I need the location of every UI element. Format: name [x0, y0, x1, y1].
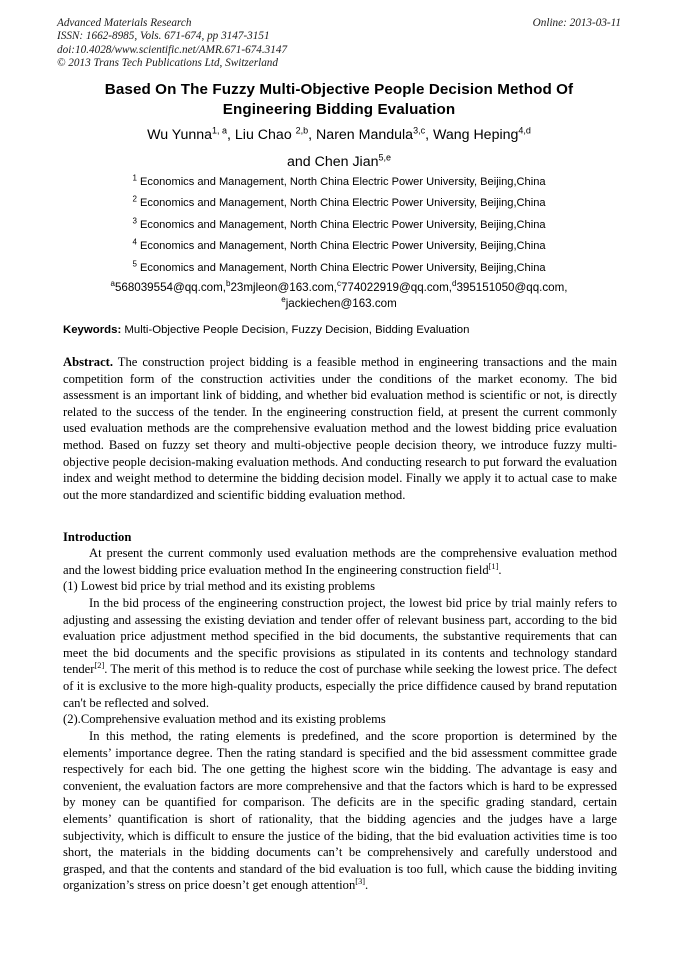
introduction-paragraph-3: [63, 728, 617, 894]
email-line-1: [64, 280, 614, 296]
citation-3: [3]: [355, 877, 366, 887]
title-line-1: Based On The Fuzzy Multi-Objective People Decision Method Of: [104, 81, 574, 98]
affiliation-5-text: Economics and Management, North China Electric Power University, Beijing,China: [140, 261, 546, 274]
journal-header-row-1: [57, 17, 621, 30]
email-a: 568039554@qq.com,: [114, 281, 226, 294]
email-list: [64, 280, 614, 311]
affiliation-1: [64, 172, 614, 193]
introduction-paragraph-2-tail: . The merit of this method is to reduce the cost of purchase while seeking the lowest price. The defect of it is exclusive to the more high-quality products, especially the price diffidence caused by brand reputation can't be reflected and solved.: [63, 662, 617, 710]
author-chen-jian-sup: 5,e: [378, 152, 391, 163]
affiliation-2-marker: 2: [132, 194, 137, 204]
author-liu-chao-sup: 2,b: [295, 125, 309, 136]
affiliation-3-marker: 3: [132, 216, 137, 226]
email-e-marker: e: [281, 294, 286, 304]
author-naren-mandula-sup: 3,c: [413, 125, 426, 136]
introduction-paragraph-2: [63, 595, 617, 711]
introduction-paragraph-3-tail: .: [365, 878, 369, 893]
journal-header: [57, 17, 621, 71]
author-wu-yunna-sup: 1, a: [212, 125, 228, 136]
author-wang-heping-sup: 4,d: [518, 125, 531, 136]
affiliation-list: [64, 172, 614, 279]
introduction-paragraph-1-tail: .: [498, 562, 502, 577]
introduction-item-2: (2).Comprehensive evaluation method and its existing problems: [63, 712, 386, 726]
affiliation-2: [64, 193, 614, 214]
introduction-item-1: (1) Lowest bid price by trial method and its existing problems: [63, 579, 375, 593]
affiliation-4-marker: 4: [132, 237, 137, 247]
author-naren-mandula: , Naren Mandula: [308, 127, 414, 143]
affiliation-5: [64, 258, 614, 279]
author-wu-yunna: Wu Yunna: [147, 127, 213, 143]
email-a-marker: a: [110, 279, 115, 289]
email-d: 395151050@qq.com,: [456, 281, 568, 294]
issn-line: ISSN: 1662-8985, Vols. 671-674, pp 3147-3151: [57, 30, 270, 43]
email-b: 23mjleon@163.com,: [230, 281, 337, 294]
affiliation-4: [64, 236, 614, 257]
affiliation-3: [64, 215, 614, 236]
introduction-paragraph-1-text: At present the current commonly used evaluation methods are the comprehensive evaluation method and the lowest bidding price evaluation method In the engineering construction field: [63, 546, 617, 577]
abstract-text: The construction project bidding is a feasible method in engineering transactions and the main competition form of the construction activities under the conditions of the market economy. The bid assessment is an important link of bidding, and whether bid evaluation method is scientific or not, is directly related to the success of the tender. In the engineering construction field, at present the current commonly used evaluation methods are the comprehensive evaluation method and the lowest bidding price evaluation method. Based on fuzzy set theory and multi-objective people decision theory, we introduce fuzzy multi-objective people decision-making evaluation methods. And conducting research to put forward the evaluation index and weight method to determine the bidding decision model. Finally we apply it to actual case to make out the more standardized and scientific bidding evaluation method.: [63, 355, 617, 502]
affiliation-2-text: Economics and Management, North China Electric Power University, Beijing,China: [140, 197, 546, 210]
citation-2: [2]: [94, 661, 105, 671]
affiliation-5-marker: 5: [132, 258, 137, 268]
email-c: 774022919@qq.com,: [340, 281, 452, 294]
email-line-2: [64, 296, 614, 312]
introduction-paragraph-1: [63, 545, 617, 578]
affiliation-3-text: Economics and Management, North China Electric Power University, Beijing,China: [140, 218, 546, 231]
affiliation-4-text: Economics and Management, North China Electric Power University, Beijing,China: [140, 240, 546, 253]
affiliation-1-marker: 1: [132, 173, 137, 183]
author-list: [64, 122, 614, 176]
page-title: [74, 80, 604, 120]
author-line-1: [64, 122, 614, 149]
email-b-marker: b: [225, 279, 231, 289]
introduction-paragraph-2-text: In the bid process of the engineering construction project, the lowest bid price by trial mainly refers to adjusting and assessing the existing deviation and tender offer of relevant business part, according to the bid evaluation price adjustment method specified in the bid documents, the substantive requirements that can meet the bid documents and the specific provisions as stipulated in its contents and technology standard tender: [63, 596, 617, 677]
author-chen-jian: and Chen Jian: [286, 154, 379, 170]
copyright-line: © 2013 Trans Tech Publications Ltd, Switzerland: [57, 57, 278, 70]
abstract-section: [63, 354, 617, 503]
keywords-section: [63, 323, 619, 338]
author-liu-chao: , Liu Chao: [227, 127, 296, 143]
keywords-value: Multi-Objective People Decision, Fuzzy Decision, Bidding Evaluation: [121, 324, 470, 336]
keywords-label: Keywords:: [63, 324, 122, 336]
email-e: jackiechen@163.com: [285, 296, 397, 310]
online-date: Online: 2013-03-11: [532, 17, 621, 29]
email-c-marker: c: [336, 279, 341, 289]
abstract-label: Abstract.: [63, 355, 114, 369]
doi-line: doi:10.4028/www.scientific.net/AMR.671-674.3147: [57, 43, 288, 56]
introduction-heading: Introduction: [63, 530, 132, 544]
affiliation-1-text: Economics and Management, North China Electric Power University, Beijing,China: [140, 176, 546, 188]
citation-1: [1]: [488, 561, 499, 571]
email-d-marker: d: [452, 279, 457, 289]
introduction-paragraph-3-text: In this method, the rating elements is predefined, and the score proportion is determined by the elements’ importance degree. Then the rating standard is specified and the bid assessment committee grade respectively for each bid. The one getting the highest score win the bidding. The advantage is easy and convenient, the evaluation factors are more comprehensive and that the factors which is hard to be expressed by money can be quantified for comparison. The deficits are in the specific grading standard, certain elements’ quantification is short of rationality, that the bidding agencies and the judges have a large subjectivity, which is difficult to ensure the justice of the biding, that the bid evaluation activities time is too short, the materials in the bidding documents can’t be comprehensively and carefully understood and grasped, and that the contents and standard of the bid evaluation is too full, which cause the bidding inviting organization’s stress on price doesn’t get enough attention: [63, 729, 617, 893]
journal-name: Advanced Materials Research: [57, 17, 192, 29]
author-wang-heping: , Wang Heping: [425, 127, 519, 143]
title-line-2: Engineering Bidding Evaluation: [222, 101, 456, 118]
